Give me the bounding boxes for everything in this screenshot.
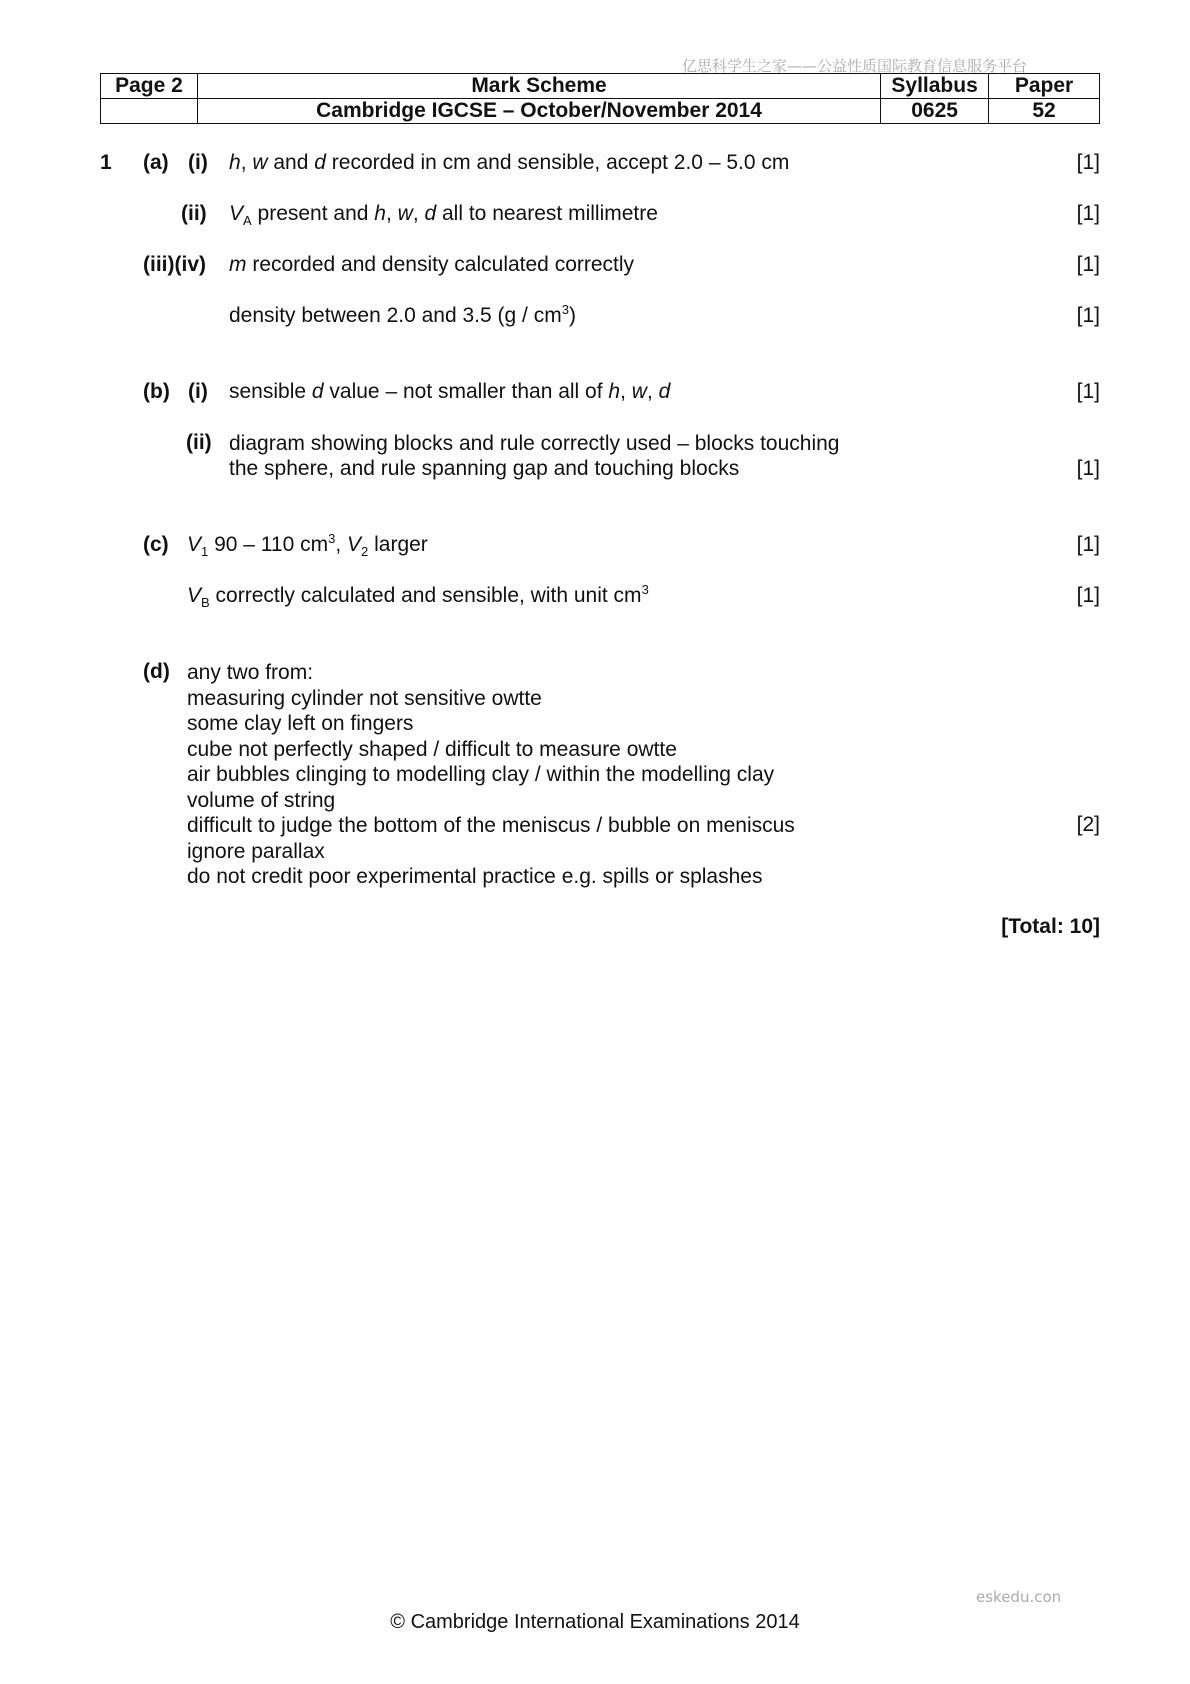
list-item: ignore parallax — [187, 839, 325, 863]
list-item: any two from: — [187, 661, 314, 684]
footer-copyright: © Cambridge International Examinations 2014 — [390, 1611, 800, 1633]
list-item: some clay left on fingers — [187, 712, 414, 735]
list-item: cube not perfectly shaped / difficult to measure owtte — [187, 737, 677, 761]
header-subtitle: Cambridge IGCSE – October/November 2014 — [197, 99, 880, 124]
header-empty-cell — [101, 99, 198, 124]
paper-label: Paper — [989, 74, 1100, 99]
list-item: air bubbles clinging to modelling clay / within the modelling clay — [187, 763, 775, 786]
a-density-mark: [1] — [1076, 304, 1100, 327]
paper-value: 52 — [989, 99, 1100, 124]
a-iii-iv-mark: [1] — [1076, 253, 1100, 276]
b-ii-label: (ii) — [186, 431, 212, 454]
question-number: 1 — [100, 151, 112, 174]
watermark-bottom: eskedu.con — [976, 1588, 1062, 1606]
list-item: volume of string — [187, 788, 336, 812]
a-iii-iv-text: m recorded and density calculated correctly — [229, 253, 635, 276]
b-ii-mark: [1] — [1076, 457, 1100, 480]
a-ii-text: $V_A$ present and h, w, d all to nearest millimetre — [229, 202, 658, 229]
b-i-text: sensible d value – not smaller than all of h, w, d — [229, 380, 671, 403]
a-i-label: (i) — [188, 151, 208, 174]
part-d-label: (d) — [143, 660, 170, 683]
b-i-mark: [1] — [1076, 380, 1100, 403]
a-i-mark: [1] — [1076, 151, 1100, 174]
a-i-text: h, w and d recorded in cm and sensible, accept 2.0 – 5.0 cm — [229, 151, 790, 174]
b-i-label: (i) — [188, 380, 208, 403]
list-item: difficult to judge the bottom of the meniscus / bubble on meniscus — [187, 814, 795, 837]
a-ii-label: (ii) — [181, 202, 207, 225]
c-line1-text: $V_1$ 90 – 110 $cm^3$, $V_2$ larger — [187, 531, 428, 560]
part-a-label: (a) — [143, 151, 169, 174]
header-table — [100, 73, 1100, 124]
header-title: Mark Scheme — [197, 74, 880, 99]
syllabus-label: Syllabus — [881, 74, 989, 99]
part-c-label: (c) — [143, 533, 169, 556]
part-b-label: (b) — [143, 380, 170, 403]
a-iii-iv-label: (iii)(iv) — [143, 253, 206, 276]
d-answer-list — [187, 660, 795, 890]
b-ii-text: diagram showing blocks and rule correctly used – blocks touching the sphere, and rule spanning gap and touching blocks — [229, 432, 840, 480]
c-line2-mark: [1] — [1076, 584, 1100, 607]
d-mark: [2] — [1076, 813, 1100, 836]
c-line1-mark: [1] — [1076, 533, 1100, 556]
page-label: Page 2 — [101, 74, 198, 99]
list-item: measuring cylinder not sensitive owtte — [187, 686, 542, 710]
c-line2-text: $V_B$ correctly calculated and sensible, with unit $cm^3$ — [187, 582, 649, 611]
list-item: do not credit poor experimental practice e.g. spills or splashes — [187, 865, 763, 888]
a-ii-mark: [1] — [1076, 202, 1100, 225]
total-mark: [Total: 10] — [1001, 915, 1100, 938]
syllabus-value: 0625 — [881, 99, 989, 124]
a-density-text: density between 2.0 and 3.5 $(g / cm^3)$ — [229, 302, 576, 327]
watermark-top: 亿思科学生之家——公益性质国际教育信息服务平台 — [682, 57, 1028, 75]
